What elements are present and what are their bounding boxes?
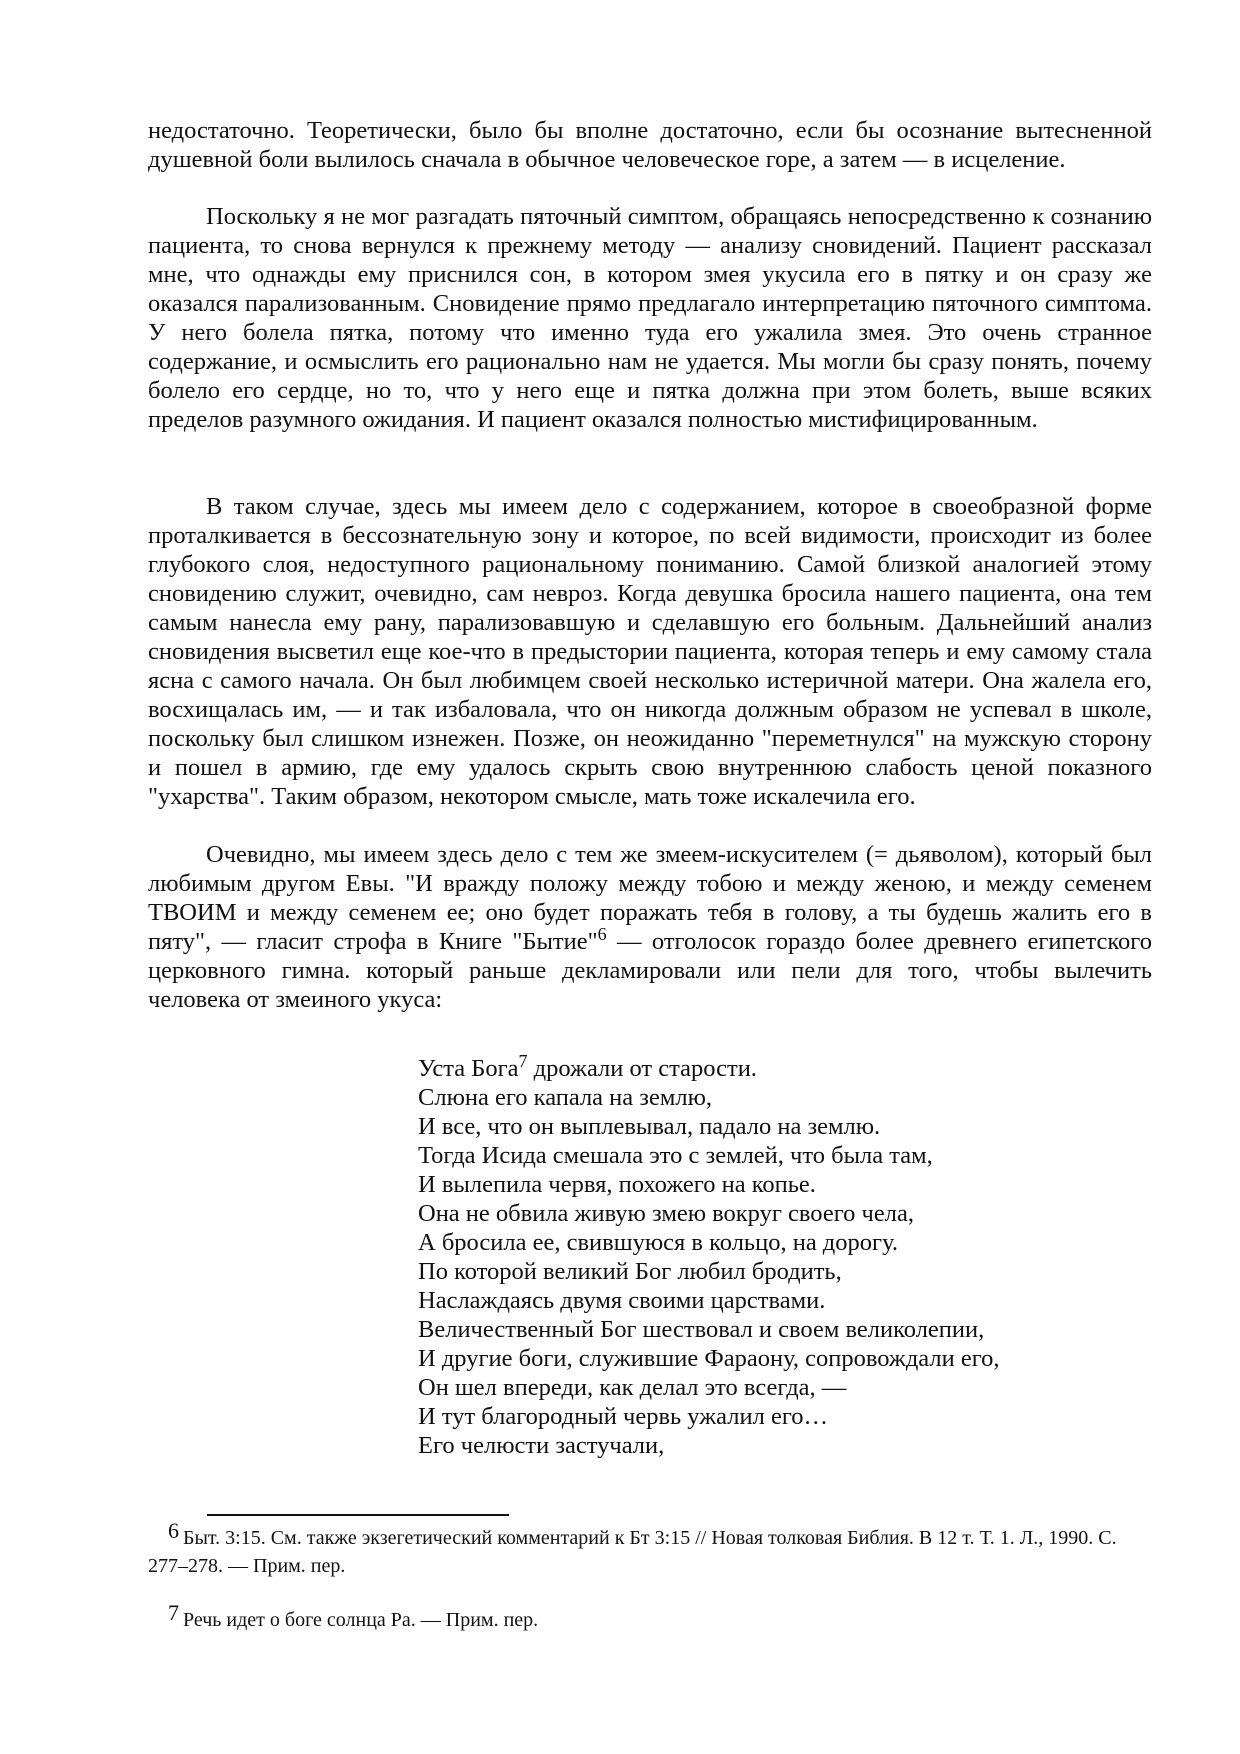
- poem-line: Его челюсти застучали,: [418, 1432, 665, 1459]
- paragraph-3-text: В таком случае, здесь мы имеем дело с содержанием, которое в своеобразной форме проталкивается в бессознательную зону и которое, по всей видимости, происходит из более глубокого слоя, недоступного рациональному пониманию. Самой близкой аналогией этому сновидению служит, очевидно, сам невроз. Когда девушка бросила нашего пациента, она тем самым нанесла ему рану, парализовавшую и сделавшую его больным. Дальнейший анализ сновидения высветил еще кое-что в предыстории пациента, которая теперь и ему самому стала ясна с самого начала. Он был любимцем своей несколько истеричной матери. Она жалела его, восхищалась им, — и так избаловала, что он никогда должным образом не успевал в школе, поскольку был слишком изнежен. Позже, он неожиданно "переметнулся" на мужскую сторону и пошел в армию, где ему удалось скрыть свою внутреннюю слабость ценой показного "ухарства". Таким образом, некотором смысле, мать тоже искалечила его.: [148, 493, 1152, 810]
- paragraph-4-text-a: Очевидно, мы имеем здесь дело с тем же змеем-искусителем (= дьяволом), который был любимым другом Евы. "И вражду положу между тобою и между женою, и между семенем ТВОИМ и между семенем ее; оно будет поражать тебя в голову, а ты будешь жалить его в пяту", — гласит строфа в Книге "Бытие": [148, 841, 1152, 955]
- poem-line: И все, что он выплевывал, падало на землю.: [418, 1113, 881, 1140]
- poem-line: Слюна его капала на землю,: [418, 1084, 712, 1111]
- poem-quote: [418, 1051, 1000, 1460]
- paragraph-1: [148, 116, 1152, 174]
- poem-line: Наслаждаясь двумя своими царствами.: [418, 1287, 826, 1314]
- footnote-6-mark: 6: [168, 1518, 179, 1543]
- poem-line: По которой великий Бог любил бродить,: [418, 1258, 842, 1285]
- poem-line: И тут благородный червь ужалил его…: [418, 1403, 829, 1430]
- poem-line: Она не обвила живую змею вокруг своего чела,: [418, 1200, 914, 1227]
- paragraph-1-text: недостаточно. Теоретически, было бы вполне достаточно, если бы осознание вытесненной душевной боли вылилось сначала в обычное человеческое горе, а затем — в исцеление.: [148, 117, 1152, 173]
- paragraph-2: [148, 202, 1152, 434]
- poem-line-1-before: Уста Бога: [418, 1055, 519, 1082]
- footnote-7-mark: 7: [168, 1600, 179, 1625]
- poem-line: Он шел впереди, как делал это всегда, —: [418, 1374, 847, 1401]
- paragraph-4-text-b: — отголосок гораздо более древнего египетского церковного гимна. который раньше декламировали или пели для того, чтобы вылечить человека от змеиного укуса:: [148, 928, 1152, 1013]
- poem-line: [418, 1051, 1000, 1083]
- poem-line-1-after: дрожали от старости.: [527, 1055, 757, 1082]
- footnote-6-text: Быт. 3:15. См. также экзегетический комментарий к Бт 3:15 // Новая толковая Библия. В 12 т. Т. 1. Л., 1990. С. 277–278. — Прим. пер.: [148, 1527, 1117, 1577]
- footnote-ref-6[interactable]: 6: [597, 924, 607, 944]
- poem-line: А бросила ее, свившуюся в кольцо, на дорогу.: [418, 1229, 898, 1256]
- footnote-7-text: Речь идет о боге солнца Ра. — Прим. пер.: [183, 1609, 539, 1631]
- footnote-divider: [207, 1514, 509, 1516]
- footnote-6: [148, 1518, 1148, 1580]
- footnote-ref-7[interactable]: 7: [518, 1051, 528, 1071]
- poem-line: И вылепила червя, похожего на копье.: [418, 1171, 816, 1198]
- paragraph-4: [148, 840, 1152, 1014]
- poem-line: Тогда Исида смешала это с землей, что была там,: [418, 1142, 933, 1169]
- poem-line: Величественный Бог шествовал и своем великолепии,: [418, 1316, 985, 1343]
- paragraph-3: [148, 492, 1152, 811]
- paragraph-2-text: Поскольку я не мог разгадать пяточный симптом, обращаясь непосредственно к сознанию пациента, то снова вернулся к прежнему методу — анализу сновидений. Пациент рассказал мне, что однажды ему приснился сон, в котором змея укусила его в пятку и он сразу же оказался парализованным. Сновидение прямо предлагало интерпретацию пяточного симптома. У него болела пятка, потому что именно туда его ужалила змея. Это очень странное содержание, и осмыслить его рационально нам не удается. Мы могли бы сразу понять, почему болело его сердце, но то, что у него еще и пятка должна при этом болеть, выше всяких пределов разумного ожидания. И пациент оказался полностью мистифицированным.: [148, 203, 1152, 433]
- poem-line: И другие боги, служившие Фараону, сопровождали его,: [418, 1345, 1000, 1372]
- footnote-7: [148, 1600, 1148, 1634]
